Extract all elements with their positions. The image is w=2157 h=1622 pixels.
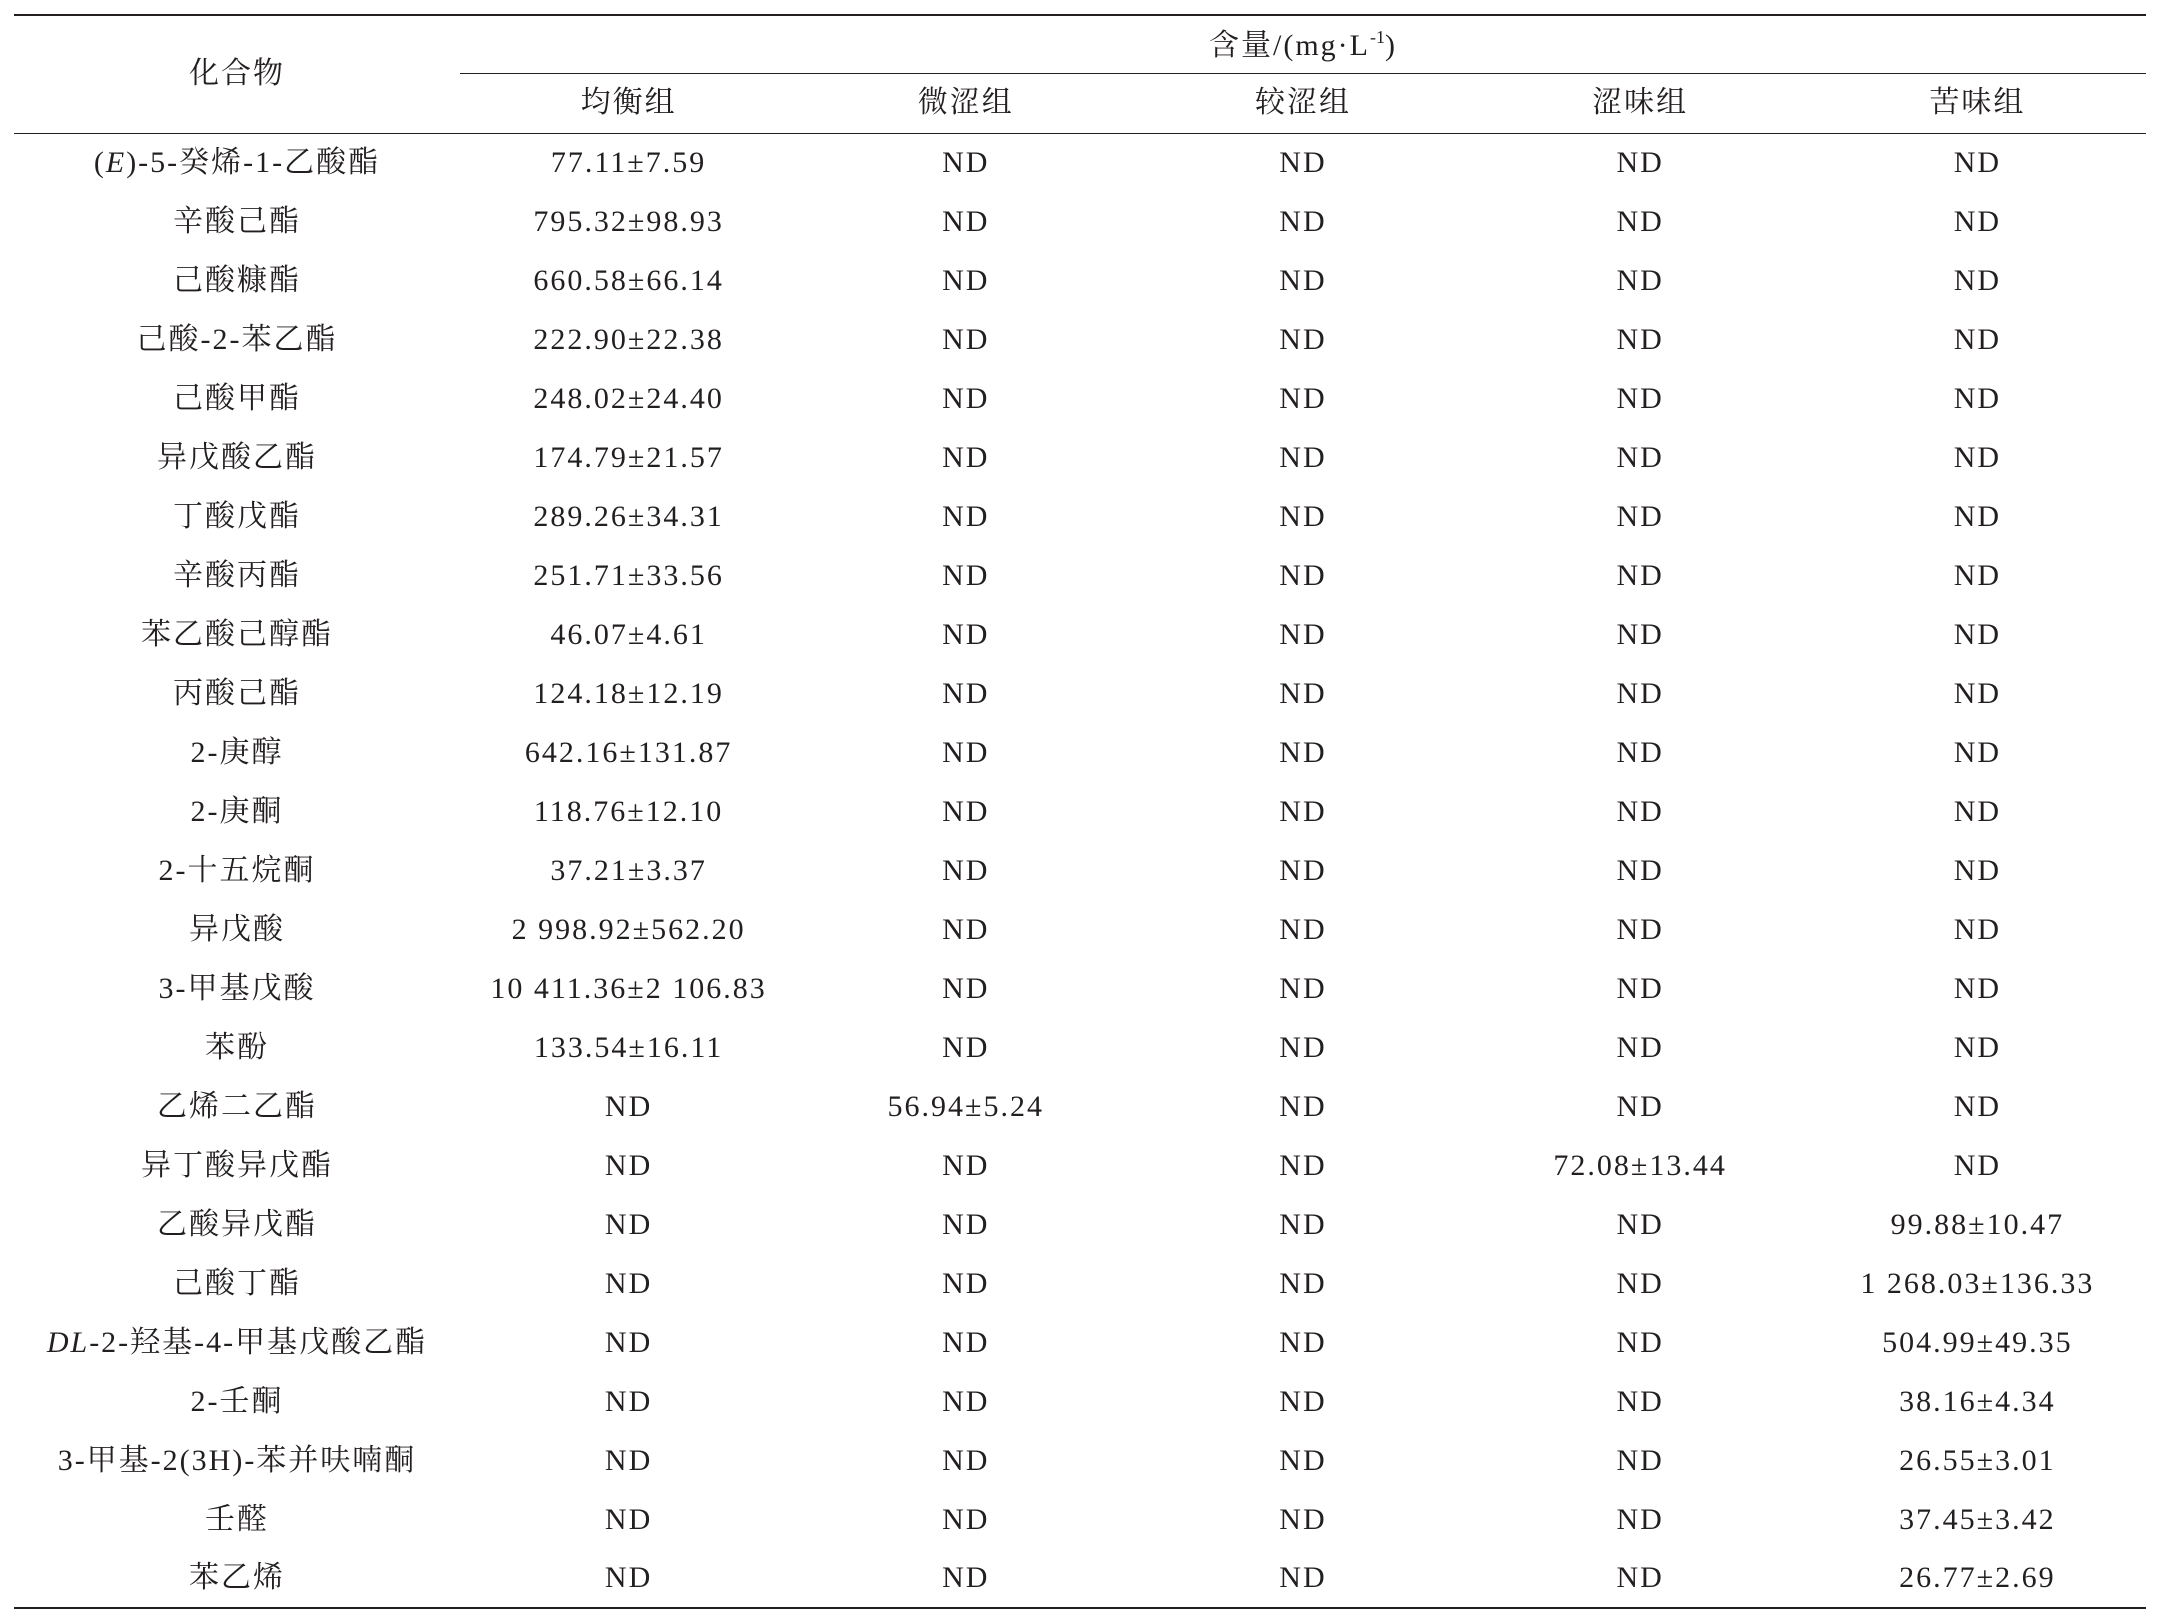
content-value-cell: ND [1953, 912, 2002, 946]
content-value-cell: ND [1279, 145, 1327, 179]
content-unit-label: 含量/(mg·L [1209, 28, 1370, 62]
content-value-cell: ND [1616, 853, 1664, 887]
table-row [14, 428, 2146, 487]
content-value-cell: ND [942, 1384, 990, 1418]
table-row [14, 192, 2146, 251]
content-value-cell: ND [1953, 558, 2002, 592]
table-row [14, 782, 2146, 841]
table-body [14, 133, 2146, 1608]
content-value-cell: ND [1953, 735, 2002, 769]
content-value-cell: ND [1616, 263, 1664, 297]
content-value-cell: ND [1279, 676, 1327, 710]
content-value-cell: ND [1279, 440, 1327, 474]
table-row [14, 1254, 2146, 1313]
content-value-cell: 10 411.36±2 106.83 [490, 971, 767, 1005]
content-value-cell: ND [942, 499, 990, 533]
content-value-cell: ND [1953, 263, 2002, 297]
content-value-cell: 289.26±34.31 [533, 499, 724, 533]
content-value-cell: ND [942, 1325, 990, 1359]
group-header-slightly-astringent: 微涩组 [797, 73, 1134, 133]
content-value-cell: ND [1279, 1266, 1327, 1300]
table-row [14, 959, 2146, 1018]
table-row [14, 1490, 2146, 1549]
content-value-cell: ND [604, 1443, 653, 1477]
header-row-top [14, 15, 2146, 73]
compound-name-cell: 2-庚醇 [190, 735, 284, 769]
content-value-cell: ND [1616, 735, 1664, 769]
compound-name-cell: 己酸丁酯 [173, 1266, 301, 1300]
content-value-cell: ND [1616, 1266, 1664, 1300]
compound-name-cell: 3-甲基-2(3H)-苯并呋喃酮 [57, 1443, 417, 1477]
compound-name-cell: 己酸甲酯 [173, 381, 301, 415]
compound-name-cell: 2-十五烷酮 [158, 853, 316, 887]
content-value-cell: ND [1616, 676, 1664, 710]
content-value-cell: ND [942, 735, 990, 769]
content-value-cell: ND [942, 1030, 990, 1064]
content-value-cell: ND [942, 263, 990, 297]
compound-column-header: 化合物 [14, 15, 460, 133]
content-value-cell: ND [1953, 145, 2002, 179]
content-value-cell: ND [1616, 204, 1664, 238]
content-value-cell: ND [604, 1325, 653, 1359]
group-header-astringent: 涩味组 [1472, 73, 1809, 133]
content-value-cell: ND [1953, 440, 2002, 474]
content-value-cell: 222.90±22.38 [533, 322, 724, 356]
content-value-cell: 26.77±2.69 [1899, 1561, 2056, 1594]
content-value-cell: ND [604, 1207, 653, 1241]
group-header-balanced: 均衡组 [460, 73, 797, 133]
content-value-cell: ND [604, 1089, 653, 1123]
content-value-cell: ND [1279, 794, 1327, 828]
compound-italic-prefix: DL [46, 1325, 90, 1359]
content-value-cell: ND [1279, 735, 1327, 769]
content-value-cell: ND [942, 676, 990, 710]
content-value-cell: ND [1953, 794, 2002, 828]
content-value-cell: ND [1279, 204, 1327, 238]
content-value-cell: 72.08±13.44 [1553, 1148, 1727, 1182]
content-value-cell: ND [942, 204, 990, 238]
content-value-cell: ND [1279, 1207, 1327, 1241]
content-value-cell: ND [942, 971, 990, 1005]
content-value-cell: ND [1279, 912, 1327, 946]
content-value-cell: 174.79±21.57 [533, 440, 724, 474]
content-value-cell: ND [1279, 558, 1327, 592]
content-value-cell: ND [1616, 1384, 1664, 1418]
compound-name-cell: 壬醛 [205, 1502, 269, 1536]
table-row [14, 1372, 2146, 1431]
compound-name-cell: 异戊酸 [189, 912, 285, 946]
group-header-more-astringent: 较涩组 [1134, 73, 1471, 133]
content-value-cell: ND [942, 1148, 990, 1182]
compound-italic-prefix: E [105, 145, 127, 179]
table-row [14, 251, 2146, 310]
content-value-cell: 37.21±3.37 [550, 853, 707, 887]
group-header-bitter: 苦味组 [1809, 73, 2146, 133]
content-value-cell: ND [1616, 1207, 1664, 1241]
content-value-cell: ND [1279, 322, 1327, 356]
table-row [14, 605, 2146, 664]
content-value-cell: ND [1279, 1030, 1327, 1064]
content-value-cell: ND [1279, 1502, 1327, 1536]
compound-name-cell: 丁酸戊酯 [173, 499, 301, 533]
content-value-cell: ND [604, 1561, 653, 1594]
compound-name-cell: 己酸糠酯 [173, 263, 301, 297]
compound-name-cell: 丙酸己酯 [173, 676, 301, 710]
content-value-cell: ND [1953, 853, 2002, 887]
content-value-cell: ND [942, 1502, 990, 1536]
content-value-cell: 248.02±24.40 [533, 381, 724, 415]
content-value-cell: 133.54±16.11 [533, 1030, 724, 1064]
compound-name-cell: 乙酸异戊酯 [157, 1207, 317, 1241]
content-value-cell: 26.55±3.01 [1899, 1443, 2056, 1477]
content-value-cell: ND [942, 558, 990, 592]
compound-name-cell: 辛酸丙酯 [173, 558, 301, 592]
content-value-cell: ND [1616, 145, 1664, 179]
content-value-cell: ND [942, 440, 990, 474]
content-value-cell: ND [1953, 1030, 2002, 1064]
content-value-cell: ND [1953, 676, 2002, 710]
content-value-cell: ND [1616, 1502, 1664, 1536]
compound-name-cell: 3-甲基戊酸 [158, 971, 316, 1005]
table-row [14, 310, 2146, 369]
content-value-cell: ND [1616, 794, 1664, 828]
content-value-cell: ND [1616, 558, 1664, 592]
content-value-cell: 77.11±7.59 [550, 145, 707, 179]
content-value-cell: ND [1616, 1325, 1664, 1359]
table-header [14, 15, 2146, 133]
compound-name-cell: 苯酚 [205, 1030, 269, 1064]
content-value-cell: ND [942, 381, 990, 415]
table-row [14, 1195, 2146, 1254]
compound-name-cell: DL-2-羟基-4-甲基戊酸乙酯 [46, 1325, 428, 1359]
content-value-cell: ND [1616, 1561, 1664, 1594]
table-row [14, 1077, 2146, 1136]
compound-name-cell: (E)-5-癸烯-1-乙酸酯 [93, 145, 381, 179]
content-value-cell: 37.45±3.42 [1899, 1502, 2056, 1536]
content-value-cell: ND [1616, 1030, 1664, 1064]
compound-name-cell: 苯乙酸己醇酯 [141, 617, 333, 651]
compound-name-cell: 异戊酸乙酯 [157, 440, 317, 474]
content-value-cell: 124.18±12.19 [533, 676, 724, 710]
content-value-cell: ND [942, 853, 990, 887]
content-value-cell: 660.58±66.14 [533, 263, 724, 297]
content-value-cell: ND [1953, 322, 2002, 356]
content-value-cell: 56.94±5.24 [887, 1089, 1045, 1123]
content-value-cell: ND [942, 322, 990, 356]
content-value-cell: ND [942, 912, 990, 946]
content-unit-superscript: -1 [1369, 26, 1385, 47]
table-row [14, 723, 2146, 782]
content-value-cell: ND [1616, 971, 1664, 1005]
content-value-cell: ND [1953, 204, 2002, 238]
content-value-cell: ND [604, 1502, 653, 1536]
compound-name-cell: 2-庚酮 [190, 794, 284, 828]
content-value-cell: 118.76±12.10 [533, 794, 724, 828]
content-unit-close: ) [1384, 28, 1397, 62]
content-value-cell: ND [1279, 1148, 1327, 1182]
content-value-cell: 1 268.03±136.33 [1860, 1266, 2095, 1300]
content-value-cell: ND [1279, 1089, 1327, 1123]
table-row [14, 841, 2146, 900]
content-value-cell: ND [1616, 499, 1664, 533]
content-value-cell: ND [1616, 912, 1664, 946]
content-value-cell: 795.32±98.93 [533, 204, 724, 238]
table-row [14, 1549, 2146, 1608]
compound-name-cell: 己酸-2-苯乙酯 [136, 322, 338, 356]
content-value-cell: 504.99±49.35 [1882, 1325, 2073, 1359]
content-value-cell: ND [1279, 1443, 1327, 1477]
content-value-cell: 642.16±131.87 [524, 735, 733, 769]
content-value-cell: ND [942, 1561, 990, 1594]
content-unit-header [460, 15, 2146, 73]
table-row [14, 1313, 2146, 1372]
content-value-cell: ND [604, 1266, 653, 1300]
content-value-cell: ND [1616, 1443, 1664, 1477]
table-row [14, 369, 2146, 428]
table-row [14, 1136, 2146, 1195]
table-row [14, 133, 2146, 192]
content-value-cell: ND [942, 794, 990, 828]
content-value-cell: ND [1279, 263, 1327, 297]
compound-name-cell: 异丁酸异戊酯 [141, 1148, 333, 1182]
content-value-cell: ND [942, 1266, 990, 1300]
compound-name-cell: 辛酸己酯 [173, 204, 301, 238]
table-row [14, 664, 2146, 723]
content-value-cell: ND [1279, 971, 1327, 1005]
table-row [14, 487, 2146, 546]
compound-name-cell: 2-壬酮 [190, 1384, 284, 1418]
content-value-cell: 38.16±4.34 [1899, 1384, 2056, 1418]
content-value-cell: ND [942, 617, 990, 651]
content-value-cell: ND [604, 1384, 653, 1418]
table-row [14, 1018, 2146, 1077]
table-row [14, 1431, 2146, 1490]
content-value-cell: ND [1616, 1089, 1664, 1123]
table-row [14, 900, 2146, 959]
content-value-cell: 2 998.92±562.20 [511, 912, 746, 946]
compound-name-cell: 苯乙烯 [189, 1561, 285, 1594]
content-value-cell: ND [1616, 617, 1664, 651]
compound-name-cell: 乙烯二乙酯 [157, 1089, 317, 1123]
content-value-cell: ND [1953, 1148, 2002, 1182]
content-value-cell: ND [1953, 617, 2002, 651]
content-value-cell: ND [942, 1207, 990, 1241]
content-value-cell: ND [1279, 381, 1327, 415]
compound-content-table [14, 14, 2146, 1609]
content-value-cell: ND [1279, 499, 1327, 533]
content-value-cell: ND [1279, 1561, 1327, 1594]
content-value-cell: 99.88±10.47 [1890, 1207, 2065, 1241]
content-value-cell: ND [942, 1443, 990, 1477]
content-value-cell: ND [1616, 322, 1664, 356]
content-value-cell: ND [1953, 499, 2002, 533]
content-value-cell: ND [1953, 381, 2002, 415]
content-value-cell: 251.71±33.56 [533, 558, 724, 592]
content-value-cell: ND [604, 1148, 653, 1182]
content-value-cell: ND [1279, 1384, 1327, 1418]
content-value-cell: ND [1279, 1325, 1327, 1359]
content-value-cell: ND [1616, 381, 1664, 415]
content-value-cell: ND [942, 145, 990, 179]
content-value-cell: ND [1279, 853, 1327, 887]
content-value-cell: 46.07±4.61 [550, 617, 707, 651]
content-value-cell: ND [1953, 1089, 2002, 1123]
content-value-cell: ND [1616, 440, 1664, 474]
table-row [14, 546, 2146, 605]
content-value-cell: ND [1953, 971, 2002, 1005]
content-value-cell: ND [1279, 617, 1327, 651]
